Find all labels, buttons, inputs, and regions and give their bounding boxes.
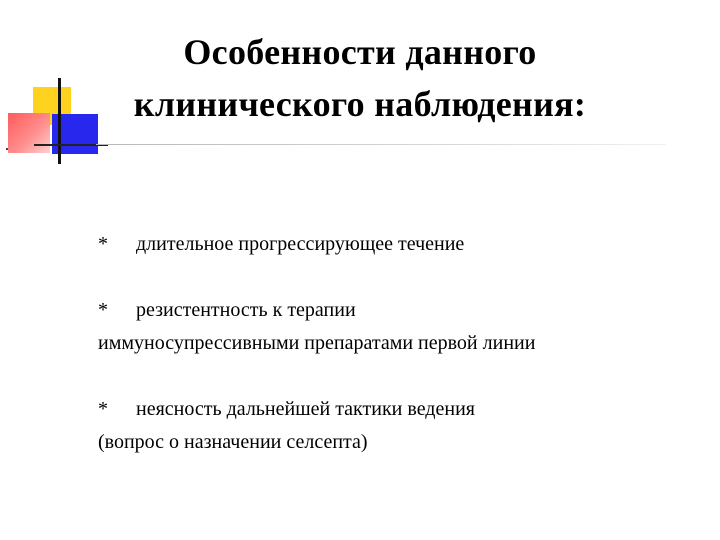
bullet-text: резистентность к терапии <box>136 299 356 321</box>
bullet-line <box>98 228 698 261</box>
slide-title <box>60 26 660 130</box>
bullet-text-continued: иммуносупрессивными препаратами первой линии <box>98 332 536 354</box>
bullet-text: длительное прогрессирующее течение <box>136 233 465 255</box>
bullet-line <box>98 393 698 426</box>
slide-title-line-2: клинического наблюдения: <box>133 84 587 124</box>
bullet-marker: * <box>98 233 108 255</box>
bullet-item-course <box>98 228 698 261</box>
bullet-item-resistance <box>98 294 698 360</box>
bullet-item-tactics <box>98 393 698 459</box>
logo-dot <box>6 148 8 150</box>
red-square <box>8 113 50 153</box>
bullet-text: неясность дальнейшей тактики ведения <box>136 398 475 420</box>
bullet-marker: * <box>98 398 108 420</box>
bullet-text-continued: (вопрос о назначении селсепта) <box>98 431 368 453</box>
bullet-list <box>98 228 698 492</box>
bullet-marker: * <box>98 299 108 321</box>
slide-title-line-1: Особенности данного <box>183 32 537 72</box>
bullet-line <box>98 294 698 327</box>
title-underline-rule <box>96 144 666 145</box>
